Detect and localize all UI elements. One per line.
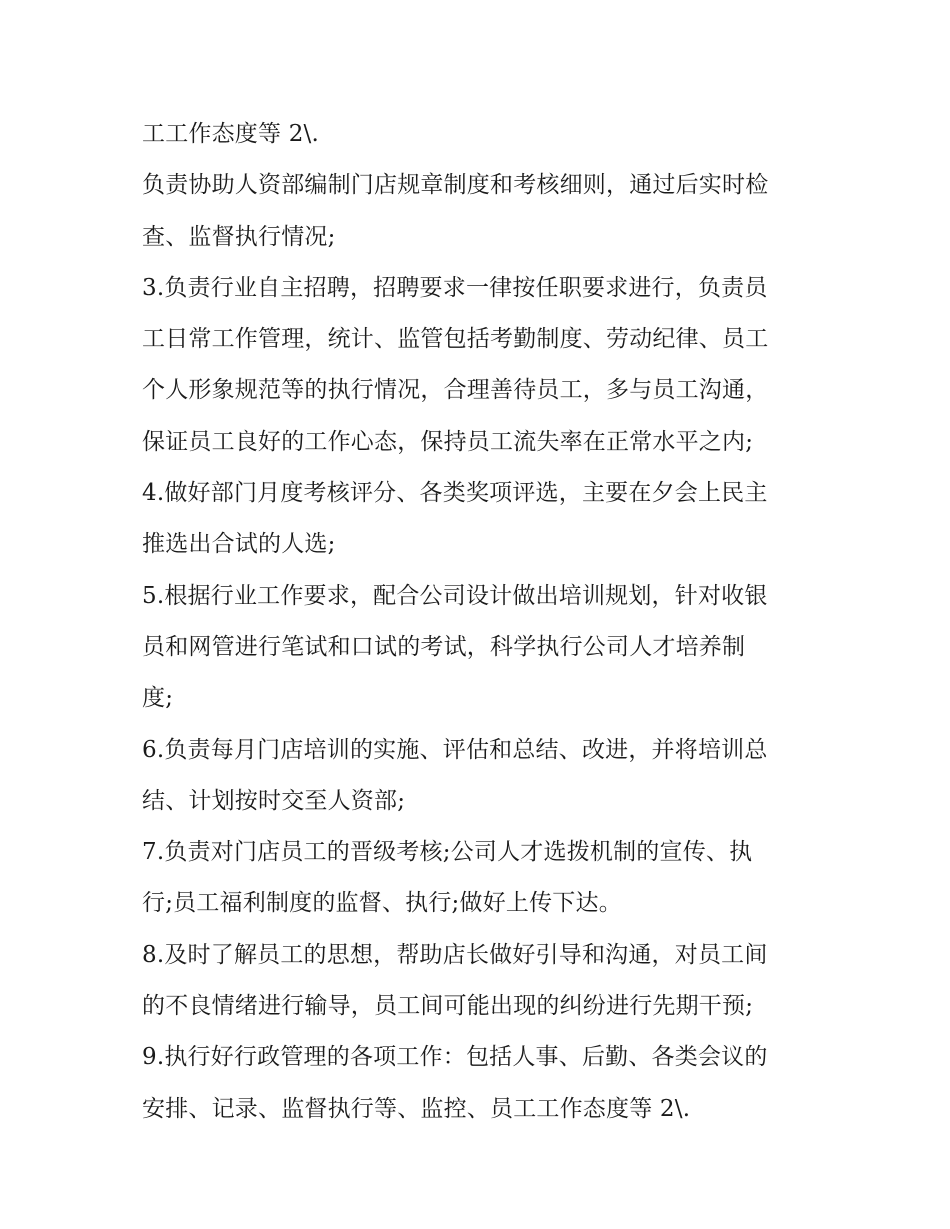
text-line: 推选出合试的人选; [142, 531, 336, 558]
text-line: 7.负责对门店员工的晋级考核;公司人才选拨机制的宣传、执 [142, 839, 753, 866]
text-line: 6.负责每月门店培训的实施、评估和总结、改进，并将培训总 [142, 736, 768, 763]
text-line: 结、计划按时交至人资部; [142, 787, 406, 814]
document-body [142, 109, 822, 1135]
text-line: 3.负责行业自主招聘，招聘要求一律按任职要求进行，负责员 [142, 274, 768, 301]
text-line: 安排、记录、监督执行等、监控、员工工作态度等 2\. [142, 1095, 691, 1122]
text-line: 工工作态度等 2\. [142, 121, 320, 147]
text-line: 个人形象规范等的执行情况，合理善待员工，多与员工沟通， [142, 377, 769, 404]
text-line: 保证员工良好的工作心态，保持员工流失率在正常水平之内; [142, 428, 754, 455]
text-line: 查、监督执行情况; [142, 223, 336, 250]
text-line: 5.根据行业工作要求，配合公司设计做出培训规划，针对收银 [142, 582, 768, 609]
text-line: 4.做好部门月度考核评分、各类奖项评选，主要在夕会上民主 [142, 480, 768, 507]
text-line: 负责协助人资部编制门店规章制度和考核细则，通过后实时检 [142, 172, 769, 199]
text-line: 度; [142, 685, 174, 712]
text-line: 9.执行好行政管理的各项工作：包括人事、后勤、各类会议的 [142, 1044, 768, 1071]
text-line: 8.及时了解员工的思想，帮助店长做好引导和沟通，对员工间 [142, 941, 768, 968]
text-line: 行;员工福利制度的监督、执行;做好上传下达。 [142, 890, 622, 917]
text-line: 工日常工作管理，统计、监管包括考勤制度、劳动纪律、员工 [142, 326, 769, 353]
text-line: 的不良情绪进行输导，员工间可能出现的纠纷进行先期干预; [142, 993, 754, 1020]
text-line: 员和网管进行笔试和口试的考试，科学执行公司人才培养制 [142, 633, 746, 660]
